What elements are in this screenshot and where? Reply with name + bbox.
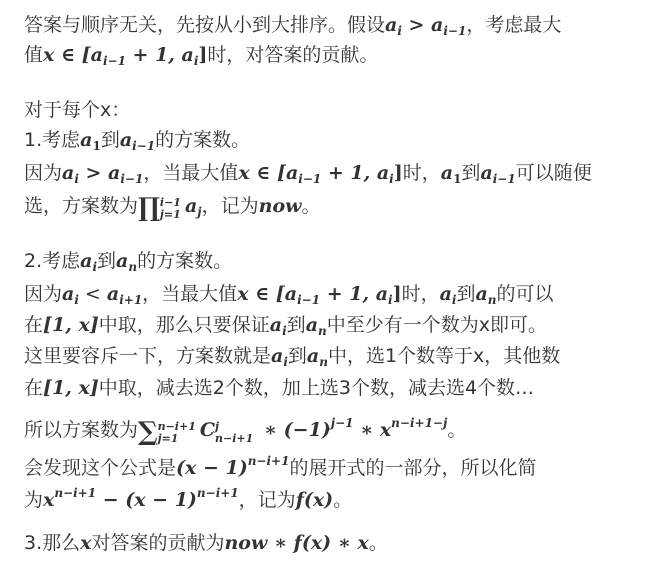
text-line: 值x ∈ [$a_{i-1} + 1$, $a_i$]时，对答案的贡献。 xyxy=(24,44,379,68)
text-line: 在[1, x]中取，减去选2个数，加上选3个数，减去选4个数… xyxy=(24,377,535,399)
text-line: 因为$a_i < a_{i+1}$，当最大值x ∈ [$a_{i-1} + 1$, $a_i$]时，$a_i$到$a_n$的可以 xyxy=(24,283,554,307)
text-line: 2.考虑$a_i$到$a_n$的方案数。 xyxy=(24,250,233,274)
text-line: 答案与顺序无关，先按从小到大排序。假设$a_i > a_{i-1}$，考虑最大 xyxy=(24,14,562,38)
sum-limits: n−i+1 j=1 xyxy=(157,420,196,445)
text-line: 所以方案数为∑ n−i+1 j=1 C j n−i+1 ∗ $(-1)^{j-1}$ ∗ $x^{n-i+1-j}$。 xyxy=(24,416,467,447)
binomial-indices: j n−i+1 xyxy=(214,420,254,445)
text-line: 对于每个x： xyxy=(24,99,131,121)
text-line: 因为$a_i > a_{i-1}$，当最大值x ∈ [$a_{i-1} + 1$, $a_i$]时，$a_1$到$a_{i-1}$可以随便 xyxy=(24,162,592,186)
text-line: 选，方案数为∏ i−1 j=1 $a_j$，记为now。 xyxy=(24,193,321,223)
product-limits: i−1 j=1 xyxy=(159,196,181,221)
text-line: 3.那么x对答案的贡献为now ∗ f(x) ∗ x。 xyxy=(24,532,388,554)
text-line: 为$x^{n-i+1} - (x - 1)^{n-i+1}$，记为f(x)。 xyxy=(24,486,353,511)
text-line: 1.考虑$a_1$到$a_{i-1}$的方案数。 xyxy=(24,129,251,153)
text-line: 这里要容斥一下，方案数就是$a_i$到$a_n$中，选1个数等于x，其他数 xyxy=(24,345,561,369)
text-line: 会发现这个公式是$(x - 1)^{n-i+1}$的展开式的一部分，所以化简 xyxy=(24,454,537,479)
text-line: 在[1, x]中取，那么只要保证$a_i$到$a_n$中至少有一个数为x即可。 xyxy=(24,314,547,338)
